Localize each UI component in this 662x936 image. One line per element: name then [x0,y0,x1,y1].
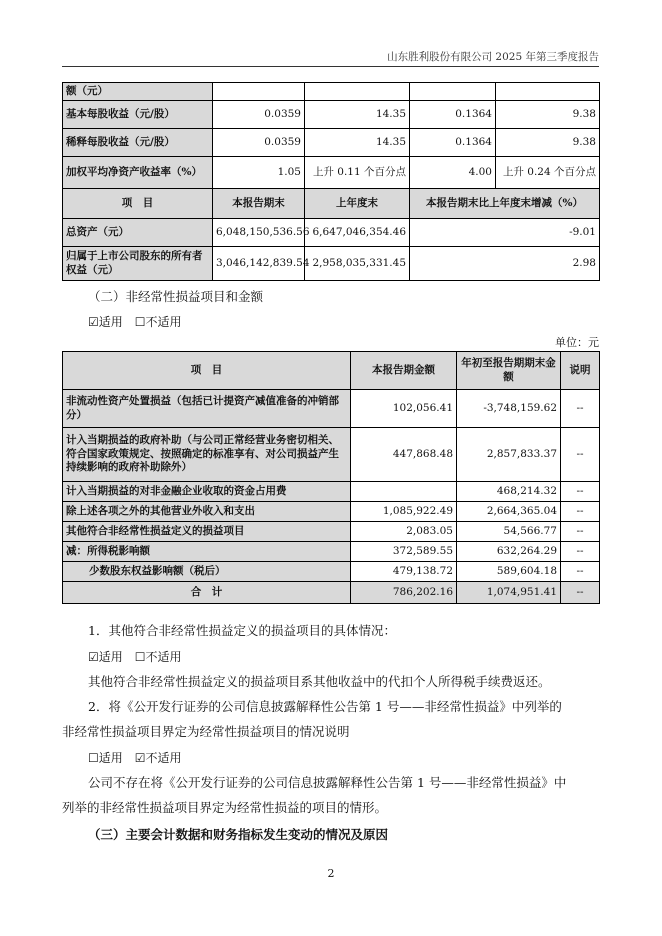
cell-value: 1,074,951.41 [457,582,561,604]
row-label: 额（元） [63,83,213,101]
row-label: 加权平均净资产收益率（%） [63,157,213,189]
cell-value: -3,748,159.62 [457,390,561,428]
paragraph: 公司不存在将《公开发行证券的公司信息披露解释性公告第 1 号——非经常性损益》中 [88,775,567,790]
cell-value: 上升 0.11 个百分点 [305,157,410,189]
cell-value: 4.00 [410,157,496,189]
row-label: 计入当期损益的政府补助（与公司正常经营业务密切相关、符合国家政策规定、按照确定的标准享有、对公司损益产生持续影响的政府补助除外） [63,428,351,482]
cell-value: 447,868.48 [351,428,457,482]
column-header: 本报告期末比上年度末增减（%） [410,189,600,219]
cell-value [351,482,457,502]
table-row [63,219,600,247]
header-rule [62,66,599,67]
cell-value: 14.35 [305,101,410,129]
row-label: 基本每股收益（元/股） [63,101,213,129]
column-header: 上年度末 [305,189,410,219]
unit-label: 单位：元 [555,336,599,349]
column-header: 年初至报告期期末金额 [457,352,561,390]
cell-value: 479,138.72 [351,562,457,582]
table-row [63,502,600,522]
cell-value: -- [561,582,600,604]
page-number: 2 [327,867,335,880]
cell-value: 上升 0.24 个百分点 [496,157,600,189]
cell-value: 2.98 [410,247,600,281]
cell-value: 54,566.77 [457,522,561,542]
applicable-checkbox: ☐适用 ☑不适用 [88,751,182,765]
cell-value: 468,214.32 [457,482,561,502]
table-row [63,522,600,542]
table-row [63,562,600,582]
row-label: 合 计 [63,582,351,604]
cell-value: -- [561,522,600,542]
table-header-row [63,352,600,390]
table-row [63,101,600,129]
cell-value: 786,202.16 [351,582,457,604]
paragraph: 非经常性损益项目界定为经常性损益项目的情况说明 [62,724,350,739]
cell-value: 2,958,035,331.45 [305,247,410,281]
table-row [63,129,600,157]
column-header: 项 目 [63,352,351,390]
cell-value: -- [561,542,600,562]
cell-value: 3,046,142,839.54 [213,247,305,281]
table-header-row [63,189,600,219]
table-row [63,390,600,428]
cell-value: 14.35 [305,129,410,157]
cell-value: 372,589.55 [351,542,457,562]
cell-value: 0.1364 [410,129,496,157]
cell-value: 1.05 [213,157,305,189]
row-label: 归属于上市公司股东的所有者权益（元） [63,247,213,281]
table-row [63,157,600,189]
cell-value: 6,647,046,354.46 [305,219,410,247]
section-title: （三）主要会计数据和财务指标发生变动的情况及原因 [88,827,389,842]
cell-value: -- [561,502,600,522]
cell-value: 1,085,922.49 [351,502,457,522]
cell-value: 0.0359 [213,101,305,129]
cell-value: 632,264.29 [457,542,561,562]
financial-indicators-table [62,82,600,281]
cell-value: 589,604.18 [457,562,561,582]
row-label: 稀释每股收益（元/股） [63,129,213,157]
cell-value: 0.1364 [410,101,496,129]
cell-value: 9.38 [496,129,600,157]
row-label: 计入当期损益的对非金融企业收取的资金占用费 [63,482,351,502]
table-row [63,482,600,502]
section-title: （二）非经常性损益项目和金额 [88,289,264,304]
applicable-checkbox: ☑适用 ☐不适用 [88,315,182,329]
column-header: 本报告期末 [213,189,305,219]
cell-value: -- [561,562,600,582]
cell-value: 2,083.05 [351,522,457,542]
cell-value: -- [561,390,600,428]
cell-value: 2,857,833.37 [457,428,561,482]
cell-value: -- [561,482,600,502]
row-label: 少数股东权益影响额（税后） [63,562,351,582]
paragraph: 1．其他符合非经常性损益定义的损益项目的具体情况： [88,623,396,638]
table-row [63,83,600,101]
row-label: 非流动性资产处置损益（包括已计提资产减值准备的冲销部分） [63,390,351,428]
row-label: 其他符合非经常性损益定义的损益项目 [63,522,351,542]
cell-value: 6,048,150,536.56 [213,219,305,247]
table-row [63,542,600,562]
column-header: 项 目 [63,189,213,219]
cell-value: 102,056.41 [351,390,457,428]
table-total-row [63,582,600,604]
column-header: 本报告期金额 [351,352,457,390]
cell-value: -- [561,428,600,482]
table-row [63,247,600,281]
cell-value: -9.01 [410,219,600,247]
cell-value: 2,664,365.04 [457,502,561,522]
table-row [63,428,600,482]
applicable-checkbox: ☑适用 ☐不适用 [88,650,182,664]
paragraph: 2．将《公开发行证券的公司信息披露解释性公告第 1 号——非经常性损益》中列举的 [88,699,562,714]
cell-value: 9.38 [496,101,600,129]
row-label: 总资产（元） [63,219,213,247]
non-recurring-gains-table [62,351,600,604]
paragraph: 其他符合非经常性损益定义的损益项目系其他收益中的代扣个人所得税手续费返还。 [88,674,551,689]
cell-value: 0.0359 [213,129,305,157]
row-label: 除上述各项之外的其他营业外收入和支出 [63,502,351,522]
document-header: 山东胜利股份有限公司 2025 年第三季度报告 [387,51,599,63]
paragraph: 列举的非经常性损益项目界定为经常性损益的项目的情形。 [62,800,388,815]
row-label: 减：所得税影响额 [63,542,351,562]
column-header: 说明 [561,352,600,390]
